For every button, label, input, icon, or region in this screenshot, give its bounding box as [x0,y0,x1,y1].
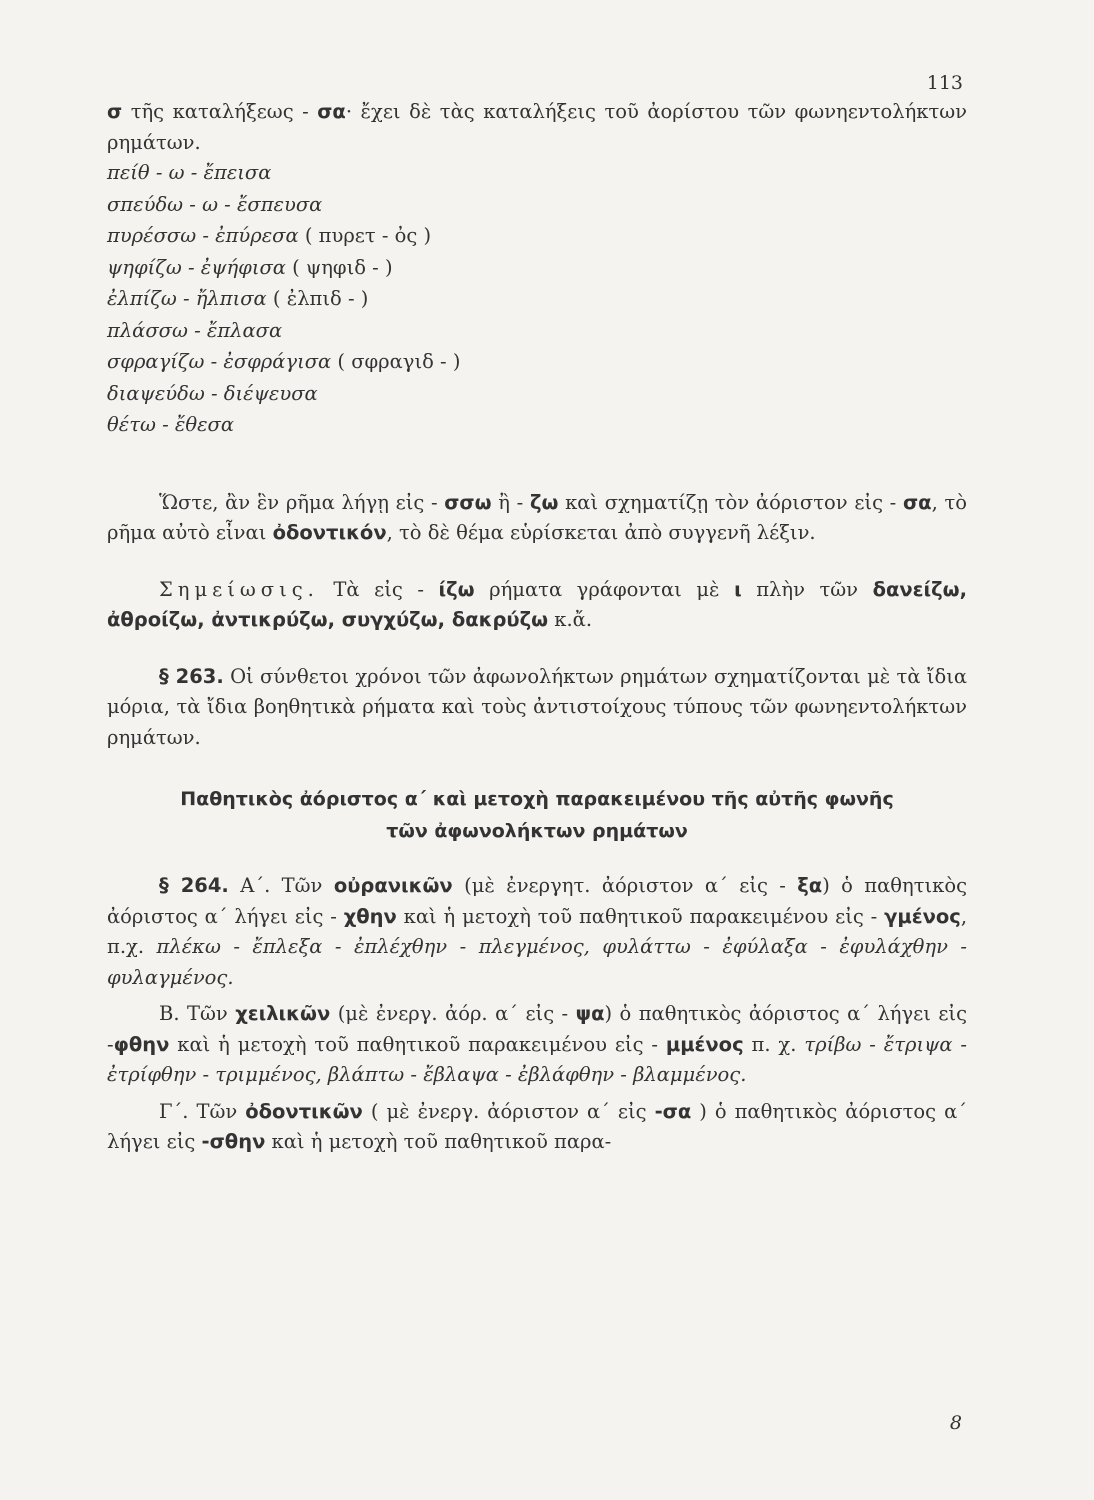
section-number: § 264. [159,874,229,897]
page-body [107,97,967,1158]
list-item: πείθ - ω - ἔπεισα [107,161,272,184]
page-number: 113 [926,72,963,94]
verb-list [107,158,967,442]
list-item: θέτω - ἔθεσα [107,413,235,436]
subsection-b: Β. Τῶν χειλικῶν (μὲ ἐνεργ. ἀόρ. α΄ εἰς - ψα) ὁ παθητικὸς ἀόριστος α΄ λήγει εἰς -φθην καὶ ἡ μετοχὴ τοῦ παθητικοῦ παρακειμένου εἰς - μμένος π. χ. τρίβω - ἔτριψα - ἐτρίφθην - τριμμένος, βλάπτω - ἔβλαψα - ἐβλάφθην - βλαμμένος. [107,1002,968,1086]
section-heading: Παθητικὸς ἀόριστος α΄ καὶ μετοχὴ παρακειμένου τῆς αὐτῆς φωνῆς τῶν ἀφωνολήκτων ρημάτων [180,788,894,842]
list-item: σπεύδω - ω - ἔσπευσα [107,192,323,216]
list-item: πλάσσω - ἔπλασα [107,318,283,342]
list-item: σφραγίζω - ἐσφράγισα ( σφραγιδ - ) [107,350,461,373]
conclusion-paragraph: Ὥστε, ἂν ἓν ρῆμα λήγῃ εἰς - σσω ἢ - ζω καὶ σχηματίζῃ τὸν ἀόριστον εἰς - σα, τὸ ρῆμα αὐτὸ εἶναι ὀδοντικόν, τὸ δὲ θέμα εὑρίσκεται ἀπὸ συγγενῆ λέξιν. [107,490,967,544]
note-label: Σημείωσις. [159,577,319,601]
note-paragraph: Σημείωσις. Τὰ εἰς - ίζω ρήματα γράφονται μὲ ι πλὴν τῶν δανείζω, ἀθροίζω, ἀντικρύζω, συγχύζω, δακρύζω κ.ἄ. [107,577,967,631]
list-item: πυρέσσω - ἐπύρεσα ( πυρετ - ὀς ) [107,224,432,247]
intro-paragraph: σ τῆς καταλήξεως - σα· ἔχει δὲ τὰς καταλήξεις τοῦ ἀορίστου τῶν φωνηεντολήκτων ρημάτων. [107,100,967,154]
section-264: § 264. Α΄. Τῶν οὐρανικῶν (μὲ ἐνεργητ. ἀόριστον α΄ εἰς - ξα) ὁ παθητικὸς ἀόριστος α΄ λήγει εἰς - χθην καὶ ἡ μετοχὴ τοῦ παθητικοῦ παρακειμένου εἰς - γμένος, π.χ. πλέκω - ἔπλεξα - ἐπλέχθην - πλεγμένος, φυλάττω - ἐφύλαξα - ἐφυλάχθην - φυλαγμένος. [107,874,968,989]
section-number: § 263. [159,664,224,688]
section-263: § 263. Οἱ σύνθετοι χρόνοι τῶν ἀφωνολήκτων ρημάτων σχηματίζονται μὲ τὰ ἴδια μόρια, τὰ ἴδια βοηθητικὰ ρήματα καὶ τοὺς ἀντιστοίχους τύπους τῶν φωνηεντολήκτων ρημάτων. [107,664,968,749]
list-item: ψηφίζω - ἐψήφισα ( ψηφιδ - ) [107,255,393,279]
subsection-g: Γ΄. Τῶν ὀδοντικῶν ( μὲ ἐνεργ. ἀόριστον α΄ εἰς -σα ) ὁ παθητικὸς ἀόριστος α΄ λήγει εἰς -σθην καὶ ἡ μετοχὴ τοῦ παθητικοῦ παρα- [107,1099,967,1153]
signature-mark: 8 [949,1412,962,1434]
list-item: διαψεύδω - διέψευσα [107,381,318,405]
sigma-ending: σ [107,100,123,123]
list-item: ἐλπίζω - ἤλπισα ( ἐλπιδ - ) [107,287,369,310]
